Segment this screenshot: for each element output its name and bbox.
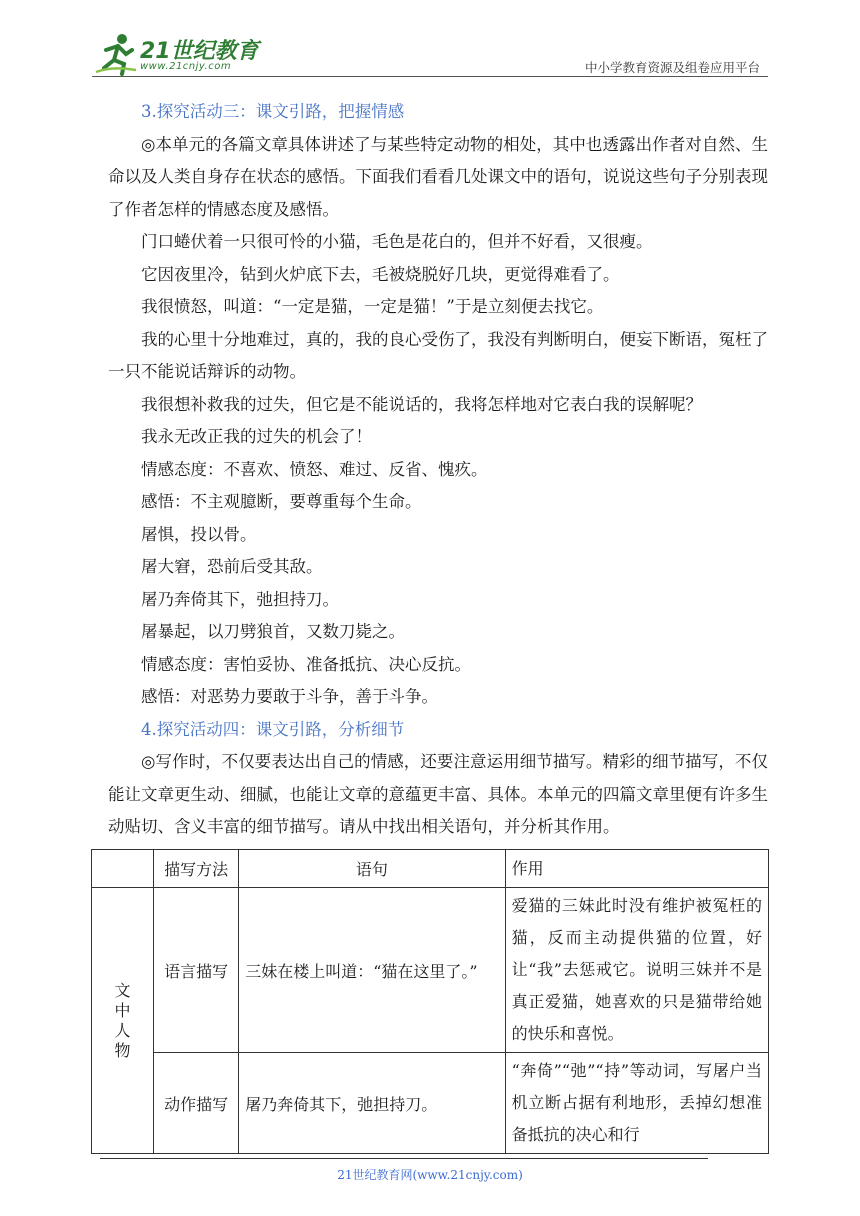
sentence-cell: 三妹在楼上叫道：“猫在这里了。” — [239, 888, 505, 1053]
logo-url: www.21cnjy.com — [140, 61, 232, 72]
logo-text: 21世纪教育 — [140, 39, 259, 64]
paragraph: 屠乃奔倚其下，弛担持刀。 — [141, 589, 339, 609]
table-row — [92, 888, 769, 1053]
detail-description-table — [91, 849, 769, 1154]
table-header-cell: 作用 — [505, 850, 768, 888]
group-label-char: 物 — [114, 1040, 131, 1060]
paragraph: 感悟：不主观臆断，要尊重每个生命。 — [141, 492, 422, 511]
paragraph: 我永无改正我的过失的机会了！ — [141, 427, 372, 446]
paragraph: 屠大窘，恐前后受其敌。 — [141, 557, 323, 576]
table-header-cell — [92, 850, 154, 888]
footer-text: 21世纪教育网(www.21cnjy.com) — [337, 1168, 523, 1182]
paragraph: 屠惧，投以骨。 — [141, 524, 257, 544]
section-heading: 3.探究活动三：课文引路，把握情感 — [141, 102, 405, 121]
paragraph: 感悟：对恶势力要敢于斗争，善于斗争。 — [141, 687, 438, 706]
group-label-char: 中 — [114, 1000, 131, 1020]
platform-name: 中小学教育资源及组卷应用平台 — [584, 60, 760, 75]
paragraph: 我很愤怒，叫道：“一定是猫，一定是猫！”于是立刻便去找它。 — [141, 297, 604, 316]
effect-cell: “奔倚”“弛”“持”等动词，写屠户当机立断占据有利地形，丢掉幻想准备抵抗的决心和行 — [505, 1053, 768, 1154]
table-row — [92, 1053, 769, 1154]
table-header-row — [92, 850, 769, 888]
footer-divider — [100, 1158, 708, 1159]
method-cell: 动作描写 — [154, 1053, 239, 1154]
paragraph: 情感态度：害怕妥协、准备抵抗、决心反抗。 — [141, 654, 471, 674]
paragraph: 我的心里十分地难过，真的，我的良心受伤了，我没有判断明白，便妄下断语，冤枉了一只不能说话辩诉的动物。 — [108, 329, 768, 381]
table-header-cell: 语句 — [239, 850, 505, 888]
paragraph: 门口蜷伏着一只很可怜的小猫，毛色是花白的，但并不好看，又很瘦。 — [141, 232, 653, 251]
group-label-char: 文 — [114, 980, 131, 1000]
paragraph: 屠暴起，以刀劈狼首，又数刀毙之。 — [141, 622, 405, 641]
header-divider — [92, 76, 768, 77]
page-header — [92, 30, 768, 78]
site-logo — [92, 30, 262, 78]
method-cell: 语言描写 — [154, 888, 239, 1053]
runner-logo-icon — [92, 30, 138, 76]
document-body — [108, 96, 768, 844]
group-label-cell — [92, 888, 154, 1154]
table-header-cell: 描写方法 — [154, 850, 239, 888]
paragraph: ◎写作时，不仅要表达出自己的情感，还要注意运用细节描写。精彩的细节描写，不仅能让文章更生动、细腻，也能让文章的意蕴更丰富、具体。本单元的四篇文章里便有许多生动贴切、含义丰富的细节描写。请从中找出相关语句，并分析其作用。 — [108, 752, 768, 836]
sentence-cell: 屠乃奔倚其下，弛担持刀。 — [239, 1053, 505, 1154]
effect-cell: 爱猫的三妹此时没有维护被冤枉的猫，反而主动提供猫的位置，好让“我”去惩戒它。说明三妹并不是真正爱猫，她喜欢的只是猫带给她的快乐和喜悦。 — [505, 888, 768, 1053]
group-label-char: 人 — [114, 1020, 131, 1040]
section-heading: 4.探究活动四：课文引路，分析细节 — [141, 719, 405, 739]
paragraph: ◎本单元的各篇文章具体讲述了与某些特定动物的相处，其中也透露出作者对自然、生命以及人类自身存在状态的感悟。下面我们看看几处课文中的语句，说说这些句子分别表现了作者怎样的情感态度及感悟。 — [108, 134, 768, 219]
paragraph: 情感态度：不喜欢、愤怒、难过、反省、愧疚。 — [141, 459, 488, 479]
paragraph: 它因夜里冷，钻到火炉底下去，毛被烧脱好几块，更觉得难看了。 — [141, 264, 620, 284]
paragraph: 我很想补救我的过失，但它是不能说话的，我将怎样地对它表白我的误解呢？ — [141, 394, 702, 414]
